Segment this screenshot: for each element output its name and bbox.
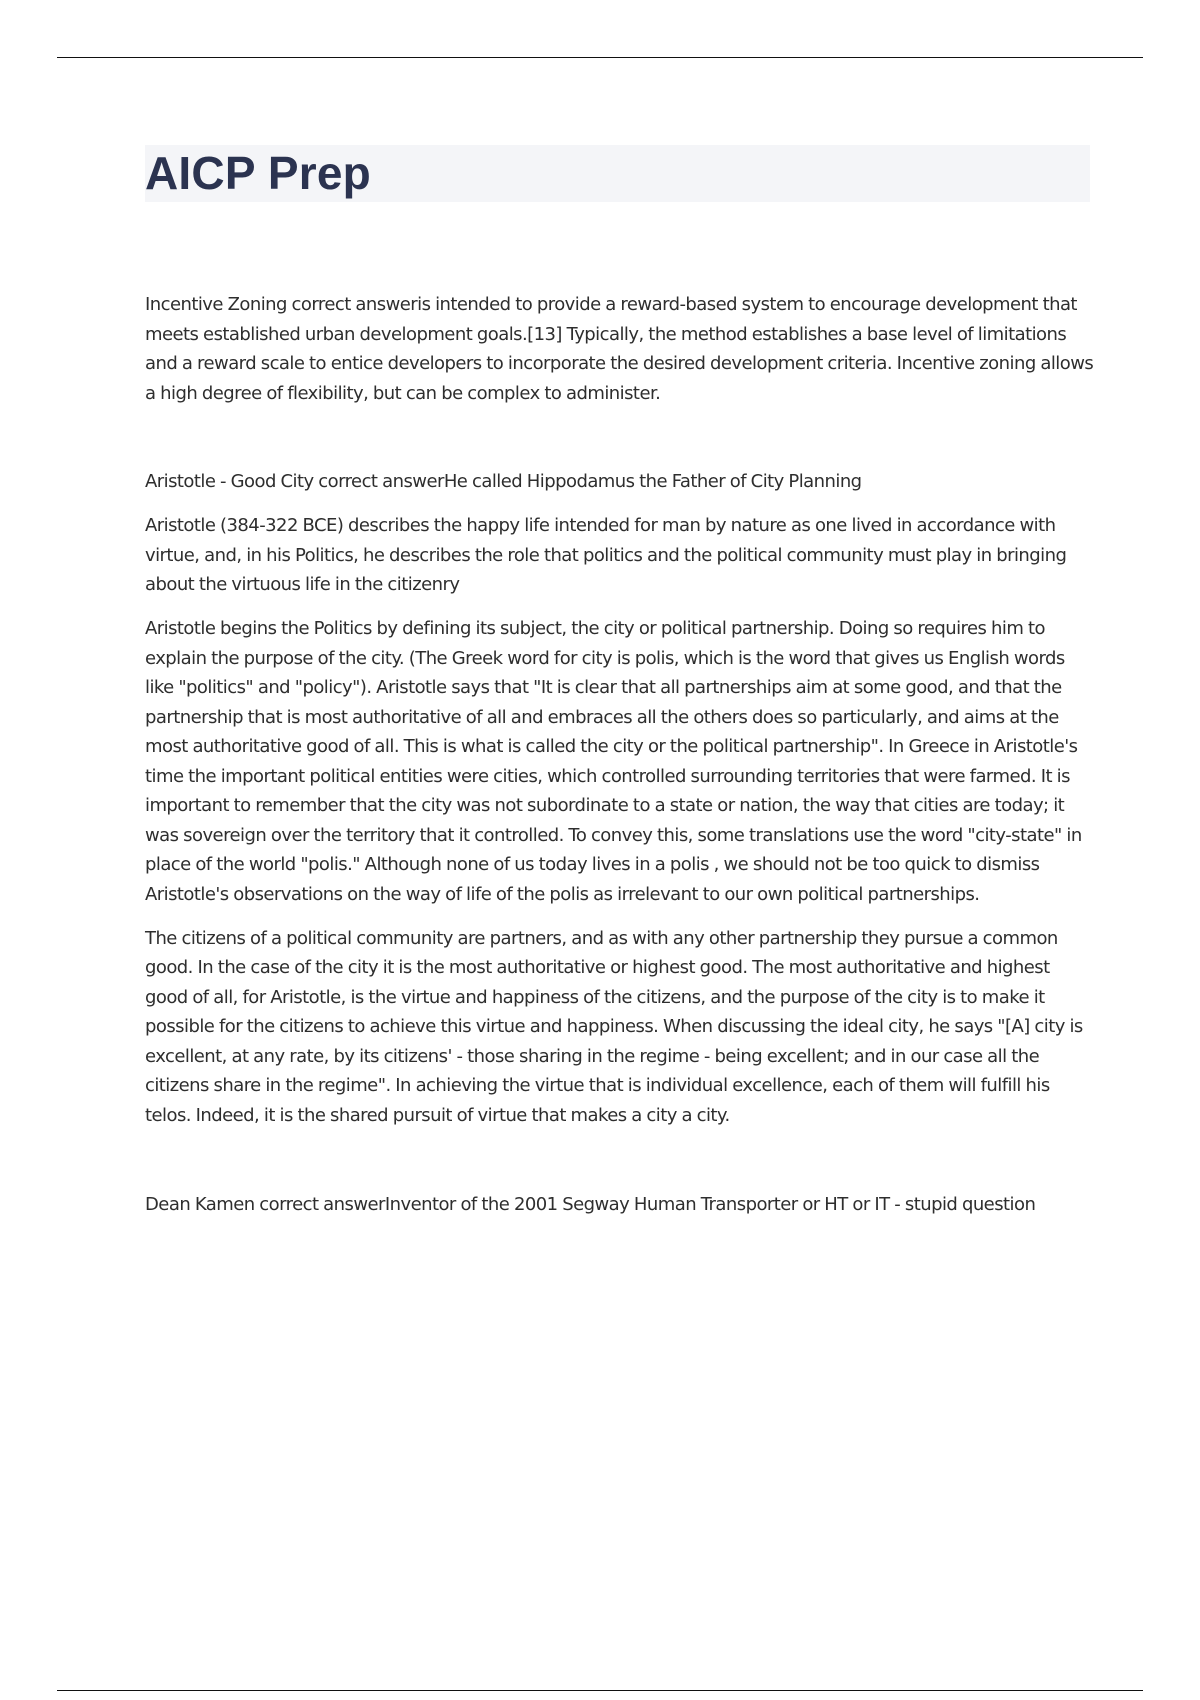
document-body (145, 290, 1095, 1234)
paragraph-aristotle-happy-life: Aristotle (384-322 BCE) describes the happy life intended for man by nature as one lived in accordance with virtue, and, in his Politics, he describes the role that politics and the political community must play in bringing about the virtuous life in the citizenry (145, 515, 1067, 595)
paragraph-aristotle-good-city: Aristotle - Good City correct answerHe called Hippodamus the Father of City Planning (145, 471, 862, 492)
top-divider (57, 57, 1143, 58)
paragraph-citizens-partners: The citizens of a political community are partners, and as with any other partnership they pursue a common good. In the case of the city it is the most authoritative or highest good. The most authoritative and highest good of all, for Aristotle, is the virtue and happiness of the citizens, and the purpose of the city is to make it possible for the citizens to achieve this virtue and happiness. When discussing the ideal city, he says "[A] city is excellent, at any rate, by its citizens' - those sharing in the regime - being excellent; and in our case all the citizens share in the regime". In achieving the virtue that is individual excellence, each of them will fulfill his telos. Indeed, it is the shared pursuit of virtue that makes a city a city. (145, 927, 1083, 1126)
paragraph-aristotle-politics: Aristotle begins the Politics by defining its subject, the city or political partnership. Doing so requires him to explain the purpose of the city. (The Greek word for city is polis, which is the word that gives us English words like "politics" and "policy"). Aristotle says that "It is clear that all partnerships aim at some good, and that the partnership that is most authoritative of all and embraces all the others does so particularly, and aims at the most authoritative good of all. This is what is called the city or the political partnership". In Greece in Aristotle's time the important political entities were cities, which controlled surrounding territories that were farmed. It is important to remember that the city was not subordinate to a state or nation, the way that cities are today; it was sovereign over the territory that it controlled. To convey this, some translations use the word "city-state" in place of the world "polis." Although none of us today lives in a polis , we should not be too quick to dismiss Aristotle's observations on the way of life of the polis as irrelevant to our own political partnerships. (145, 618, 1082, 905)
paragraph-incentive-zoning: Incentive Zoning correct answeris intended to provide a reward-based system to encourage development that meets established urban development goals.[13] Typically, the method establishes a base level of limitations and a reward scale to entice developers to incorporate the desired development criteria. Incentive zoning allows a high degree of flexibility, but can be complex to administer. (145, 294, 1094, 404)
bottom-divider (57, 1690, 1143, 1691)
page-title: AICP Prep (145, 147, 371, 199)
paragraph-dean-kamen: Dean Kamen correct answerInventor of the 2001 Segway Human Transporter or HT or IT - stupid question (145, 1194, 1036, 1215)
